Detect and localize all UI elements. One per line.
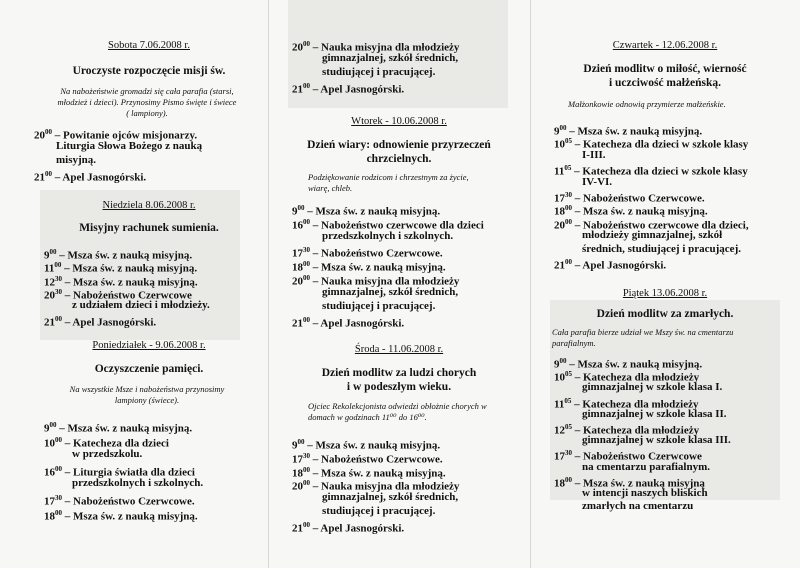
time-hour: 20 bbox=[292, 275, 303, 288]
schedule-text: – Msza św. z nauką misyjną. bbox=[64, 262, 198, 275]
schedule-time bbox=[44, 463, 62, 480]
day-heading-monday: Poniedziałek - 9.06.2008 r. bbox=[92, 340, 206, 351]
time-hour: 9 bbox=[554, 358, 560, 371]
schedule-time bbox=[292, 80, 310, 97]
time-minutes: 00 bbox=[55, 464, 62, 473]
time-minutes: 30 bbox=[55, 274, 62, 283]
schedule-text: – Msza św. z nauką misyjną. bbox=[574, 206, 708, 219]
time-minutes: 00 bbox=[297, 438, 305, 446]
schedule-text: młodzieży gimnazjalnej, szkół bbox=[582, 229, 723, 242]
column-3 bbox=[530, 0, 800, 568]
schedule-text: – Msza św. z nauką misyjną. bbox=[64, 276, 198, 289]
time-minutes: 00 bbox=[303, 274, 310, 282]
schedule-time bbox=[292, 519, 310, 536]
schedule-text: – Msza św. z nauką misyjną bbox=[574, 477, 705, 490]
schedule-text: – Apel Jasnogórski. bbox=[574, 259, 667, 272]
note-line: Na wszystkie Msze i nabożeństwa przynosimy bbox=[69, 384, 225, 394]
time-hour: 21 bbox=[34, 171, 45, 184]
note-line: parafialnym. bbox=[552, 338, 596, 348]
schedule-line bbox=[582, 461, 710, 474]
schedule-text: – Msza św. z nauką misyjną. bbox=[59, 249, 193, 262]
schedule-text: gimnazjalnej, szkół średnich, bbox=[322, 286, 459, 298]
day-theme-monday: Oczyszczenie pamięci. bbox=[94, 363, 204, 375]
time-minutes: 00 bbox=[303, 479, 310, 488]
schedule-time bbox=[44, 434, 62, 451]
time-hour: 16 bbox=[292, 219, 303, 232]
time-minutes: 00 bbox=[55, 435, 62, 444]
note-line: wiarę, chleb. bbox=[308, 183, 353, 193]
schedule-line bbox=[44, 313, 156, 330]
schedule-time bbox=[554, 216, 572, 233]
schedule-time bbox=[554, 395, 571, 412]
note-saturday bbox=[32, 86, 262, 119]
note-line: domach w godzinach 11⁰⁰ do 16⁰⁰. bbox=[308, 412, 427, 422]
time-hour: 21 bbox=[292, 522, 303, 535]
time-hour: 11 bbox=[554, 398, 565, 411]
schedule-text: studiującej i pracującej. bbox=[322, 66, 436, 78]
schedule-time bbox=[554, 447, 572, 464]
schedule-text: z udziałem dzieci i młodzieży. bbox=[72, 299, 210, 312]
time-minutes: 05 bbox=[565, 370, 572, 379]
time-hour: 20 bbox=[34, 129, 45, 142]
schedule-text: – Msza św. z nauką misyjną. bbox=[64, 510, 198, 523]
schedule-time bbox=[44, 286, 62, 303]
schedule-line bbox=[582, 149, 606, 162]
day-heading-friday: Piątek 13.06.2008 r. bbox=[622, 288, 708, 299]
schedule-text: – Powitanie ojców misjonarzy. bbox=[54, 129, 198, 142]
schedule-time bbox=[44, 507, 62, 524]
schedule-time bbox=[554, 162, 571, 179]
schedule-line bbox=[56, 154, 96, 167]
schedule-text: misyjną. bbox=[56, 154, 97, 166]
schedule-line bbox=[554, 256, 666, 273]
time-minutes: 00 bbox=[45, 170, 52, 178]
schedule-text: – Msza św. z nauką misyjną. bbox=[59, 422, 193, 435]
note-line: ( lampiony). bbox=[126, 108, 168, 118]
time-hour: 17 bbox=[554, 192, 565, 205]
note-thursday bbox=[568, 99, 798, 110]
schedule-text: przedszkolnych i szkolnych. bbox=[322, 230, 454, 242]
time-hour: 9 bbox=[554, 125, 560, 138]
time-hour: 12 bbox=[44, 276, 55, 289]
time-hour: 18 bbox=[44, 510, 55, 523]
time-hour: 21 bbox=[292, 317, 303, 330]
time-minutes: 00 bbox=[565, 217, 572, 226]
schedule-time bbox=[44, 313, 62, 330]
time-hour: 21 bbox=[554, 259, 565, 272]
note-line: Małżonkowie odnowią przymierze małżeńskie. bbox=[568, 99, 726, 109]
schedule-line bbox=[72, 299, 210, 312]
time-hour: 17 bbox=[292, 247, 303, 260]
day-heading-sunday: Niedziela 8.06.2008 r. bbox=[102, 200, 196, 211]
time-hour: 18 bbox=[554, 206, 565, 219]
time-minutes: 30 bbox=[303, 451, 310, 460]
note-monday bbox=[32, 384, 262, 406]
note-line: Na nabożeństwie gromadzi się cała parafia (starsi, bbox=[60, 86, 234, 96]
time-hour: 10 bbox=[44, 437, 55, 450]
theme-line: i w podeszłym wieku. bbox=[346, 381, 452, 393]
schedule-text: – Katecheza dla dzieci w szkole klasy bbox=[574, 165, 748, 178]
schedule-text: zmarłych na cmentarzu bbox=[582, 500, 694, 513]
day-theme-wednesday bbox=[278, 366, 520, 394]
time-hour: 20 bbox=[292, 41, 303, 54]
schedule-text: – Katecheza dla młodzieży bbox=[574, 371, 700, 384]
schedule-text: – Nabożeństwo czerwcowe dla dzieci, bbox=[574, 219, 749, 232]
time-hour: 9 bbox=[292, 205, 298, 218]
schedule-text: – Msza św. z nauką misyjną. bbox=[312, 467, 446, 480]
time-minutes: 00 bbox=[303, 316, 310, 324]
note-line: młodzież i dzieci). Przynosimy Pismo święte i świece bbox=[57, 97, 237, 107]
schedule-line bbox=[582, 243, 741, 256]
theme-line: Dzień modlitw za ludzi chorych bbox=[321, 367, 477, 379]
note-tuesday bbox=[308, 172, 518, 194]
day-theme-friday bbox=[540, 307, 790, 321]
theme-line: Dzień wiary: odnowienie przyrzeczeń bbox=[307, 139, 491, 151]
schedule-text: gimnazjalnej, szkół średnich, bbox=[322, 491, 459, 504]
schedule-line bbox=[72, 477, 203, 490]
schedule-text: na cmentarzu parafialnym. bbox=[582, 460, 711, 473]
schedule-time bbox=[554, 256, 572, 273]
day-theme-tuesday bbox=[278, 138, 520, 166]
time-hour: 20 bbox=[292, 481, 303, 494]
note-wednesday bbox=[308, 401, 523, 423]
time-minutes: 00 bbox=[55, 314, 62, 323]
column-1 bbox=[0, 0, 268, 568]
schedule-time bbox=[34, 126, 52, 143]
schedule-text: – Apel Jasnogórski. bbox=[312, 83, 405, 96]
schedule-text: – Liturgia światła dla dzieci bbox=[64, 466, 195, 479]
schedule-time bbox=[554, 474, 572, 491]
schedule-text: przedszkolnych i szkolnych. bbox=[72, 477, 204, 490]
schedule-text: – Msza św. z nauką misyjną. bbox=[569, 358, 703, 371]
schedule-text: Liturgia Słowa Bożego z nauką bbox=[56, 140, 203, 152]
day-heading-thursday: Czwartek - 12.06.2008 r. bbox=[612, 40, 718, 51]
schedule-line bbox=[292, 80, 404, 97]
time-minutes: 30 bbox=[303, 246, 310, 254]
schedule-text: studiującej i pracującej. bbox=[322, 300, 436, 312]
time-minutes: 00 bbox=[49, 248, 57, 256]
time-minutes: 00 bbox=[303, 465, 310, 474]
time-hour: 9 bbox=[44, 422, 50, 435]
theme-line: chrzcielnych. bbox=[366, 153, 432, 165]
time-minutes: 05 bbox=[565, 423, 572, 431]
schedule-text: – Katecheza dla dzieci bbox=[64, 437, 169, 450]
time-hour: 17 bbox=[292, 453, 303, 466]
column-2 bbox=[268, 0, 530, 568]
time-minutes: 00 bbox=[303, 218, 310, 226]
time-hour: 10 bbox=[554, 371, 565, 384]
schedule-time bbox=[554, 421, 572, 438]
schedule-line bbox=[582, 434, 731, 447]
time-minutes: 30 bbox=[55, 287, 62, 296]
schedule-time bbox=[292, 477, 310, 494]
time-minutes: 30 bbox=[55, 494, 62, 502]
day-heading-wednesday: Środa - 11.06.2008 r. bbox=[354, 344, 444, 355]
schedule-text: – Msza św. z nauką misyjną. bbox=[307, 205, 441, 218]
schedule-text: – Nabożeństwo Czerwcowe. bbox=[64, 495, 195, 508]
schedule-time bbox=[34, 168, 52, 185]
time-hour: 9 bbox=[292, 439, 298, 452]
schedule-line bbox=[322, 66, 435, 79]
schedule-line bbox=[582, 176, 612, 189]
theme-line: Dzień modlitw za zmarłych. bbox=[596, 308, 734, 320]
schedule-text: w przedszkolu. bbox=[72, 448, 143, 461]
time-hour: 20 bbox=[44, 289, 55, 302]
schedule-text: – Apel Jasnogórski. bbox=[312, 317, 405, 330]
time-hour: 17 bbox=[44, 495, 55, 508]
schedule-text: – Nauka misyjna dla młodzieży bbox=[312, 481, 460, 494]
note-line: lampiony (świece). bbox=[114, 395, 180, 405]
schedule-text: – Nabożeństwo Czerwcowe. bbox=[312, 247, 443, 260]
schedule-text: średnich, studiującej i pracującej. bbox=[582, 242, 741, 255]
schedule-text: gimnazjalnej w szkole klasa III. bbox=[582, 434, 731, 447]
schedule-line bbox=[56, 140, 202, 153]
time-hour: 18 bbox=[292, 261, 303, 274]
time-minutes: 00 bbox=[565, 204, 572, 213]
time-minutes: 00 bbox=[49, 421, 57, 429]
time-minutes: 00 bbox=[303, 520, 310, 529]
day-theme-saturday: Uroczyste rozpoczęcie misji św. bbox=[72, 65, 226, 77]
time-hour: 21 bbox=[292, 83, 303, 96]
day-heading-saturday: Sobota 7.06.2008 r. bbox=[108, 40, 190, 51]
schedule-text: – Katecheza dla młodzieży bbox=[574, 424, 700, 437]
time-minutes: 05 bbox=[564, 164, 572, 173]
time-minutes: 00 bbox=[303, 40, 310, 48]
schedule-text: – Apel Jasnogórski. bbox=[64, 316, 157, 329]
time-minutes: 00 bbox=[297, 204, 305, 212]
note-line: Cała parafia bierze udział we Mszy św. na cmentarzu bbox=[552, 327, 734, 337]
schedule-line bbox=[322, 52, 458, 65]
schedule-time bbox=[292, 314, 310, 331]
schedule-text: – Msza św. z nauką misyjną. bbox=[569, 125, 703, 138]
time-minutes: 30 bbox=[565, 449, 572, 458]
time-minutes: 00 bbox=[559, 357, 567, 365]
time-hour: 20 bbox=[554, 219, 565, 232]
time-minutes: 30 bbox=[565, 191, 572, 199]
time-hour: 11 bbox=[554, 165, 565, 178]
note-line: Ojciec Rekolekcjonista odwiedzi obłożnie chorych w bbox=[308, 401, 487, 411]
time-minutes: 05 bbox=[565, 137, 572, 146]
time-minutes: 00 bbox=[303, 82, 310, 90]
time-minutes: 00 bbox=[303, 260, 310, 268]
time-minutes: 00 bbox=[565, 258, 572, 266]
schedule-line bbox=[72, 448, 142, 461]
schedule-text: – Nauka misyjna dla młodzieży bbox=[312, 275, 460, 288]
note-line: Podziękowanie rodzicom i chrzestnym za życie, bbox=[308, 172, 469, 182]
schedule-time bbox=[292, 216, 310, 233]
time-hour: 12 bbox=[554, 424, 565, 437]
schedule-text: gimnazjalnej w szkole klasa I. bbox=[582, 381, 723, 394]
schedule-line bbox=[292, 519, 404, 536]
schedule-line bbox=[322, 286, 458, 299]
schedule-text: – Nabożeństwo Czerwcowe. bbox=[312, 453, 443, 466]
time-minutes: 05 bbox=[564, 396, 572, 405]
schedule-line bbox=[582, 487, 708, 500]
schedule-text: gimnazjalnej, szkół średnich, bbox=[322, 52, 459, 64]
schedule-time bbox=[554, 368, 572, 385]
day-heading-tuesday: Wtorek - 10.06.2008 r. bbox=[351, 116, 447, 127]
time-hour: 18 bbox=[554, 477, 565, 490]
note-friday bbox=[552, 327, 792, 349]
time-minutes: 00 bbox=[565, 475, 572, 484]
schedule-text: I-III. bbox=[582, 148, 606, 161]
schedule-text: – Msza św. z nauką misyjną. bbox=[307, 439, 441, 452]
schedule-text: – Katecheza dla dzieci w szkole klasy bbox=[574, 139, 749, 152]
time-hour: 16 bbox=[44, 466, 55, 479]
time-minutes: 00 bbox=[54, 261, 62, 270]
schedule-line bbox=[322, 505, 435, 518]
theme-line: Dzień modlitw o miłość, wierność bbox=[583, 63, 747, 75]
schedule-text: – Nabożeństwo Czerwcowe bbox=[574, 451, 702, 464]
schedule-line bbox=[44, 507, 198, 524]
day-theme-sunday: Misyjny rachunek sumienia. bbox=[79, 222, 219, 234]
time-hour: 10 bbox=[554, 139, 565, 152]
schedule-line bbox=[582, 381, 722, 394]
time-hour: 21 bbox=[44, 316, 55, 329]
day-theme-thursday bbox=[540, 62, 790, 90]
schedule-line bbox=[322, 491, 458, 504]
schedule-text: – Nabożeństwo Czerwcowe bbox=[64, 289, 192, 302]
schedule-text: – Apel Jasnogórski. bbox=[312, 522, 405, 535]
schedule-line bbox=[34, 168, 146, 185]
schedule-text: studiującej i pracującej. bbox=[322, 505, 436, 517]
schedule-text: – Nabożeństwo Czerwcowe. bbox=[574, 192, 705, 205]
time-minutes: 00 bbox=[55, 508, 62, 517]
schedule-text: – Msza św. z nauką misyjną. bbox=[312, 261, 446, 274]
schedule-time bbox=[554, 135, 572, 152]
schedule-text: – Nabożeństwo czerwcowe dla dzieci bbox=[312, 219, 484, 232]
time-hour: 9 bbox=[44, 249, 50, 262]
schedule-line bbox=[322, 230, 453, 243]
schedule-text: – Katecheza dla młodzieży bbox=[574, 398, 699, 411]
time-hour: 11 bbox=[44, 262, 55, 275]
schedule-line bbox=[292, 314, 404, 331]
schedule-line bbox=[322, 300, 435, 313]
schedule-line bbox=[582, 408, 727, 421]
schedule-text: IV-VI. bbox=[582, 175, 613, 188]
schedule-line bbox=[582, 500, 693, 513]
schedule-time bbox=[292, 272, 310, 289]
time-minutes: 00 bbox=[45, 128, 52, 136]
schedule-text: – Nauka misyjna dla młodzieży bbox=[312, 41, 460, 54]
time-minutes: 00 bbox=[559, 124, 567, 132]
schedule-time bbox=[292, 38, 310, 55]
schedule-text: gimnazjalnej w szkole klasa II. bbox=[582, 407, 727, 420]
time-hour: 18 bbox=[292, 467, 303, 480]
schedule-text: – Apel Jasnogórski. bbox=[54, 171, 147, 184]
time-hour: 17 bbox=[554, 451, 565, 464]
schedule-line bbox=[582, 229, 722, 242]
schedule-text: w intencji naszych bliskich bbox=[582, 487, 708, 499]
theme-line: i uczciwość małżeńską. bbox=[608, 77, 722, 89]
